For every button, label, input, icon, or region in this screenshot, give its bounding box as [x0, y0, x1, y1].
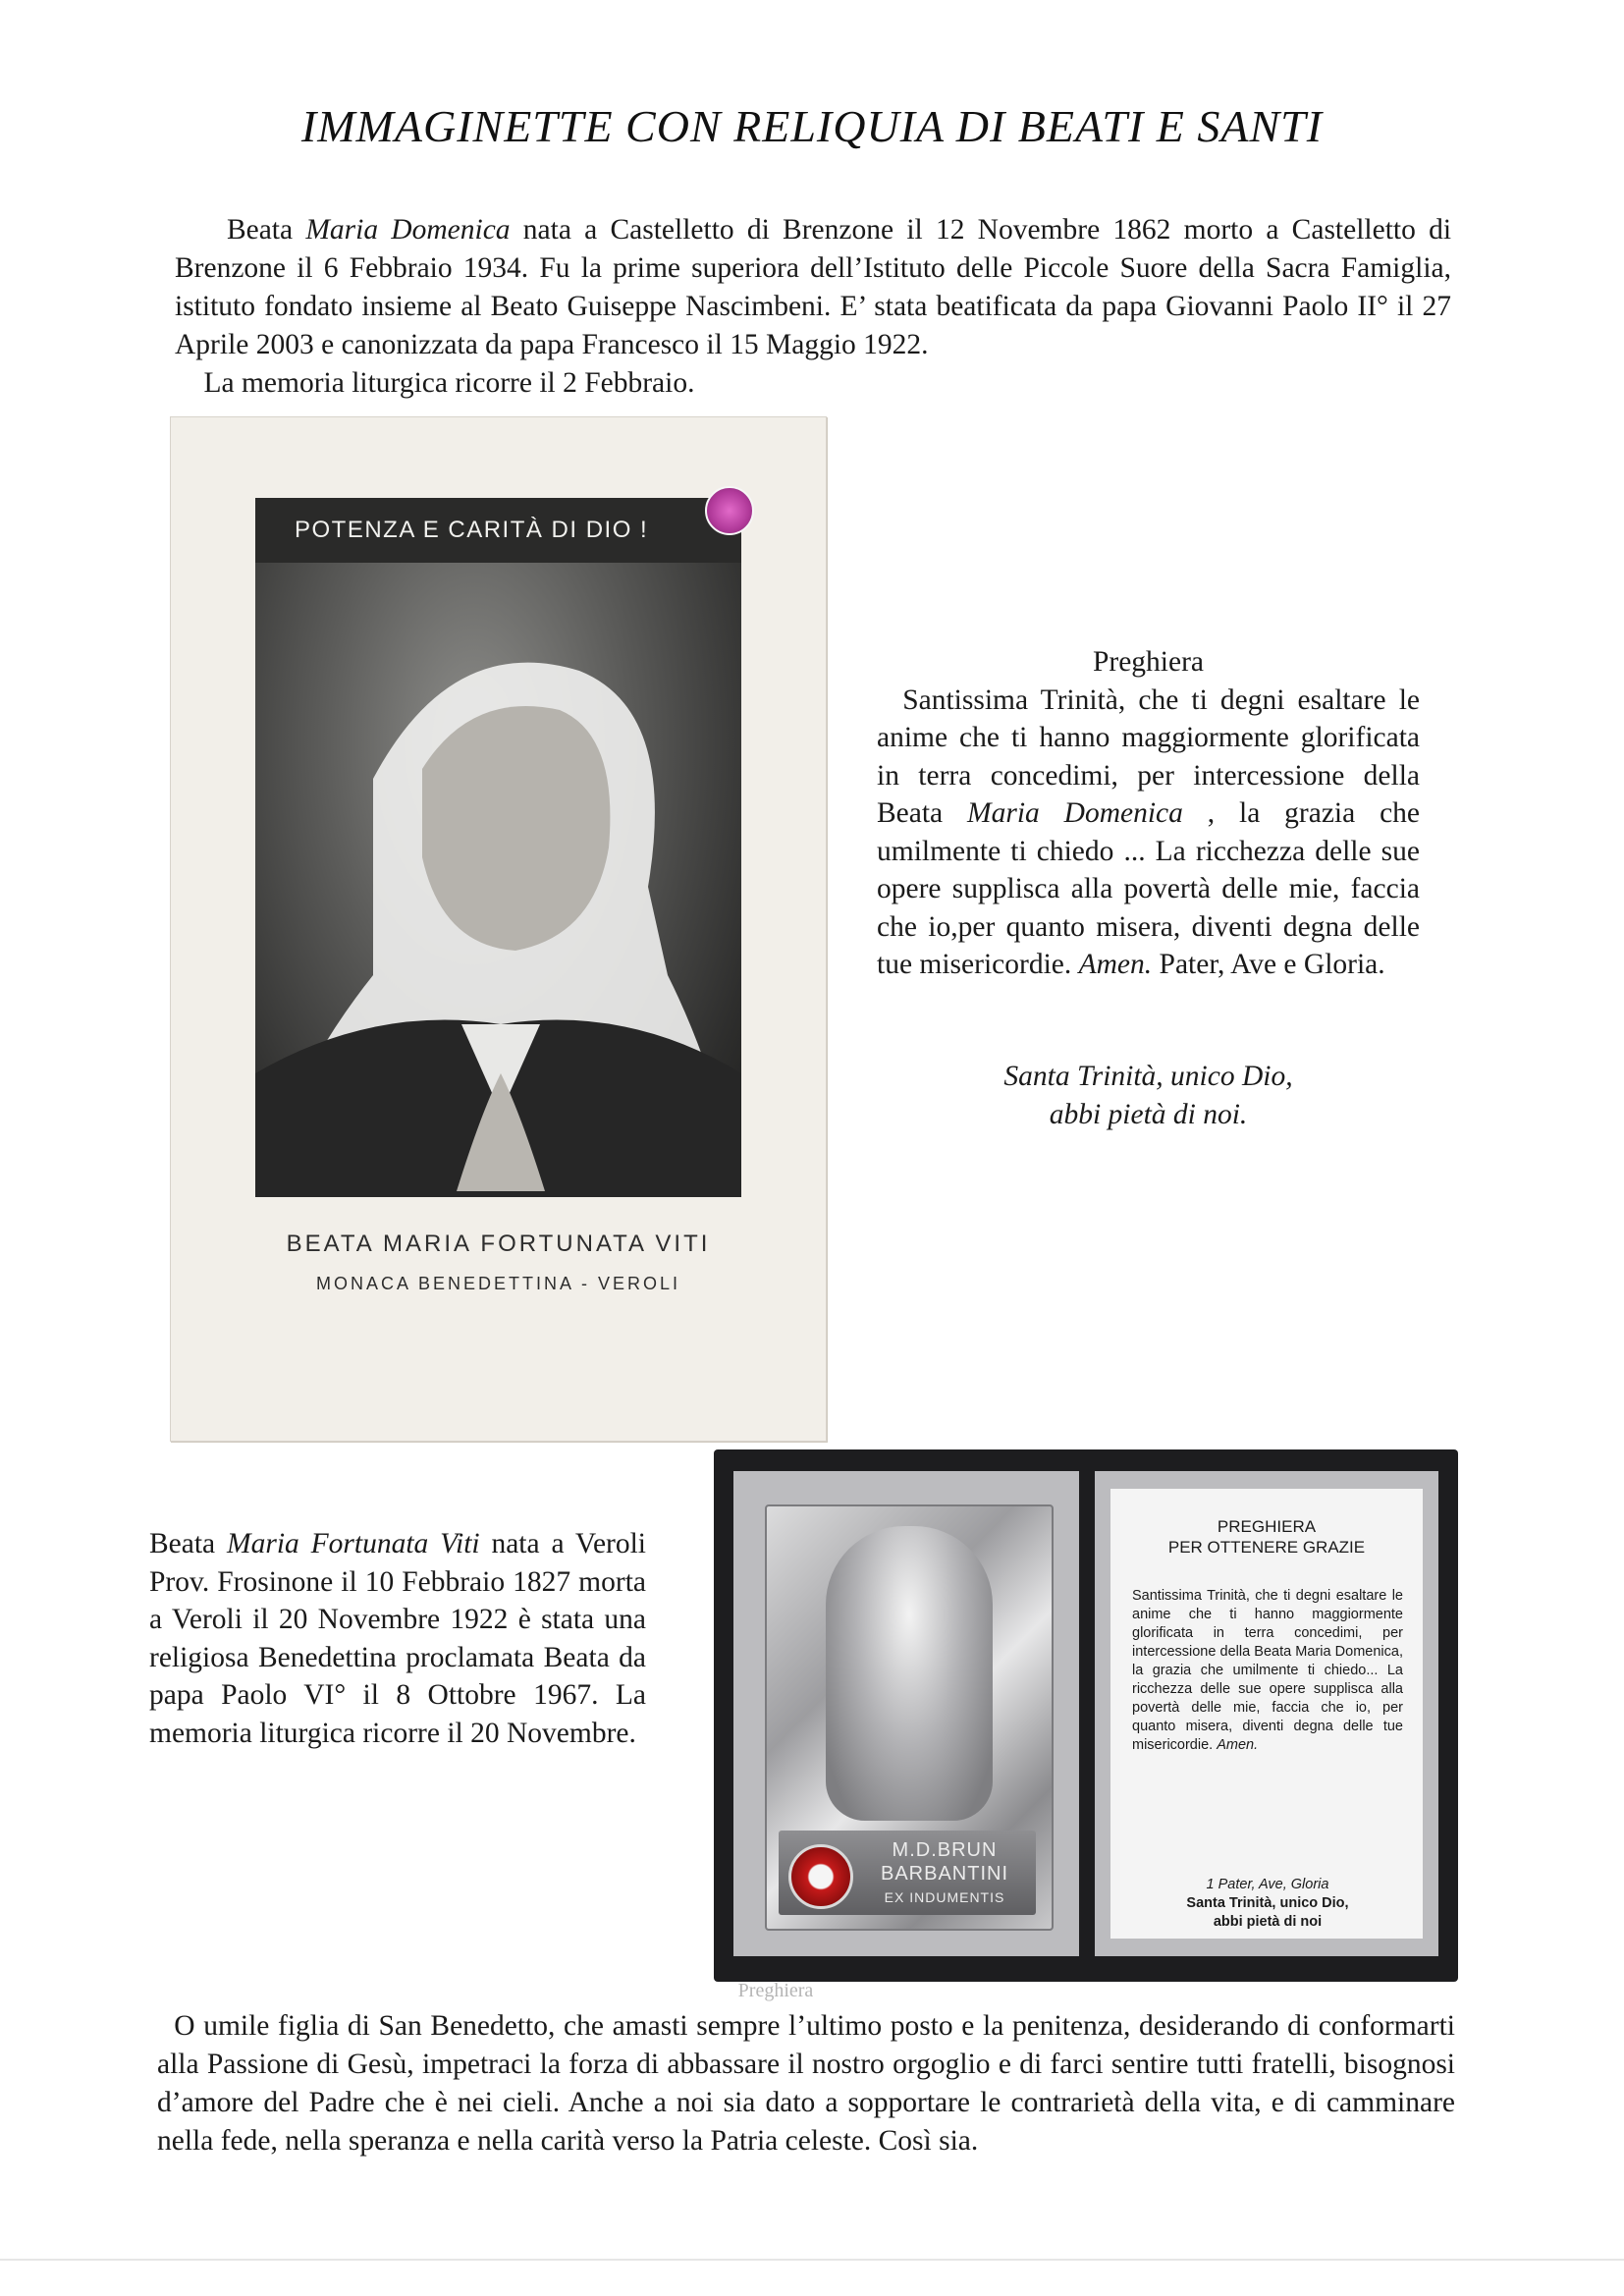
intro-paragraph: [175, 211, 1451, 403]
relic-seal-icon: [705, 486, 754, 535]
medal-figure-image: [826, 1526, 993, 1821]
leaflet-title: [1110, 1516, 1423, 1558]
leaflet-close-2: abbi pietà di noi: [1213, 1914, 1323, 1930]
intro-lead: Beata: [226, 214, 306, 246]
plaque-base: [779, 1831, 1036, 1915]
prayer-close-line2: abbi pietà di noi.: [1049, 1098, 1248, 1130]
page-divider: [0, 2259, 1624, 2261]
relic-wallet: [714, 1449, 1458, 1982]
nun-portrait-image: [255, 563, 741, 1197]
holy-card: [170, 416, 827, 1442]
plaque-line-1: M.D.BRUN: [892, 1839, 998, 1861]
intro-body: nata a Castelletto di Brenzone il 12 Novembre 1862 morto a Castelletto di Brenzone il 6 Febbraio 1934. Fu la prime superiora dell’Istituto delle Piccole Suore della Sacra Famiglia, istituto fondato insieme al Beato Guiseppe Nascimbeni. E’ stata beatificata da papa Giovanni Paolo II° il 27 Aprile 2003 e canonizzata da papa Francesco il 15 Maggio 1922.: [175, 214, 1452, 360]
card-name: BEATA MARIA FORTUNATA VITI: [286, 1230, 711, 1257]
bio-paragraph: [149, 1525, 646, 1752]
bio-name: Maria Fortunata Viti: [227, 1528, 480, 1559]
plaque-line-2: BARBANTINI: [880, 1863, 1009, 1885]
leaflet-body-text: Santissima Trinità, che ti degni esaltare le anime che ti hanno maggiormente glorificata in terra concedimi, per intercessione della Beata Maria Domenica, la grazia che umilmente ti chiedo... La ricchezza delle sue opere supplisca alla povertà delle mie, faccia che io, per quanto misera, diventi degna delle tue misericordie.: [1132, 1588, 1403, 1753]
relic-capsule-icon: [788, 1844, 853, 1909]
prayer-closing: [877, 1058, 1420, 1133]
leaflet-body: [1132, 1587, 1403, 1755]
plaque-line-3: EX INDUMENTIS: [884, 1889, 1005, 1905]
bio-body: nata a Veroli Prov. Frosinone il 10 Febbraio 1827 morta a Veroli il 20 Novembre 1922 è stata una religiosa Benedettina proclamata Beata da papa Paolo VI° il 8 Ottobre 1967. La memoria liturgica ricorre il 20 Novembre.: [149, 1528, 646, 1749]
wallet-right-pocket: [1095, 1471, 1438, 1956]
prayer-close-line1: Santa Trinità, unico Dio,: [1003, 1061, 1293, 1092]
leaflet-pater: 1 Pater, Ave, Gloria: [1206, 1877, 1329, 1892]
plaque-inscription: [861, 1838, 1028, 1909]
prayer-leaflet: [1110, 1489, 1423, 1939]
leaflet-title-line2: PER OTTENERE GRAZIE: [1167, 1538, 1366, 1557]
prayer-heading: Preghiera: [1092, 646, 1205, 678]
prayer-part3: Pater, Ave e Gloria.: [1152, 949, 1385, 980]
intro-name: Maria Domenica: [305, 214, 511, 246]
leaflet-close-1: Santa Trinità, unico Dio,: [1186, 1895, 1349, 1911]
prayer-block: [877, 643, 1420, 984]
bio-lead: Beata: [149, 1528, 228, 1559]
intro-last: La memoria liturgica ricorre il 2 Febbraio.: [203, 367, 695, 399]
portrait-photo: [255, 498, 741, 1197]
prayer-name: Maria Domenica: [967, 797, 1183, 829]
prayer2-text: O umile figlia di San Benedetto, che amasti sempre l’ultimo posto e la penitenza, desiderando di conformarti alla Passione di Gesù, impetraci la forza di abbassare il nostro orgoglio e di farci sentire tutti fratelli, bisognosi d’amore del Padre che è nei cieli. Anche a noi sia dato a sopportare le contrarietà della vita, e di camminare nella fede, nella speranza e nella carità verso la Patria celeste. Così sia.: [157, 2010, 1455, 2157]
prayer2-heading: Preghiera: [737, 1980, 814, 2001]
leaflet-title-line1: PREGHIERA: [1217, 1517, 1317, 1536]
prayer-part2: , la grazia che umilmente ti chiedo ... La ricchezza delle sue opere supplisca alla povertà delle mie, faccia che io,per quanto misera, diventi degna delle tue misericordie.: [877, 797, 1421, 980]
leaflet-amen: Amen.: [1217, 1737, 1259, 1753]
prayer2-paragraph: [157, 2007, 1455, 2160]
leaflet-footer: [1132, 1876, 1403, 1932]
medal-plaque: [765, 1504, 1054, 1931]
prayer-amen: Amen.: [1078, 949, 1153, 980]
card-banner: POTENZA E CARITÀ DI DIO !: [255, 498, 741, 563]
card-subtitle: MONACA BENEDETTINA - VEROLI: [315, 1274, 681, 1293]
page-title: IMMAGINETTE CON RELIQUIA DI BEATI E SANTI: [300, 101, 1324, 151]
wallet-left-pocket: [733, 1471, 1079, 1956]
prayer-part1: Santissima Trinità, che ti degni esaltare le anime che ti hanno maggiormente glorificata in terra concedimi, per intercessione della Beata: [877, 683, 1420, 829]
